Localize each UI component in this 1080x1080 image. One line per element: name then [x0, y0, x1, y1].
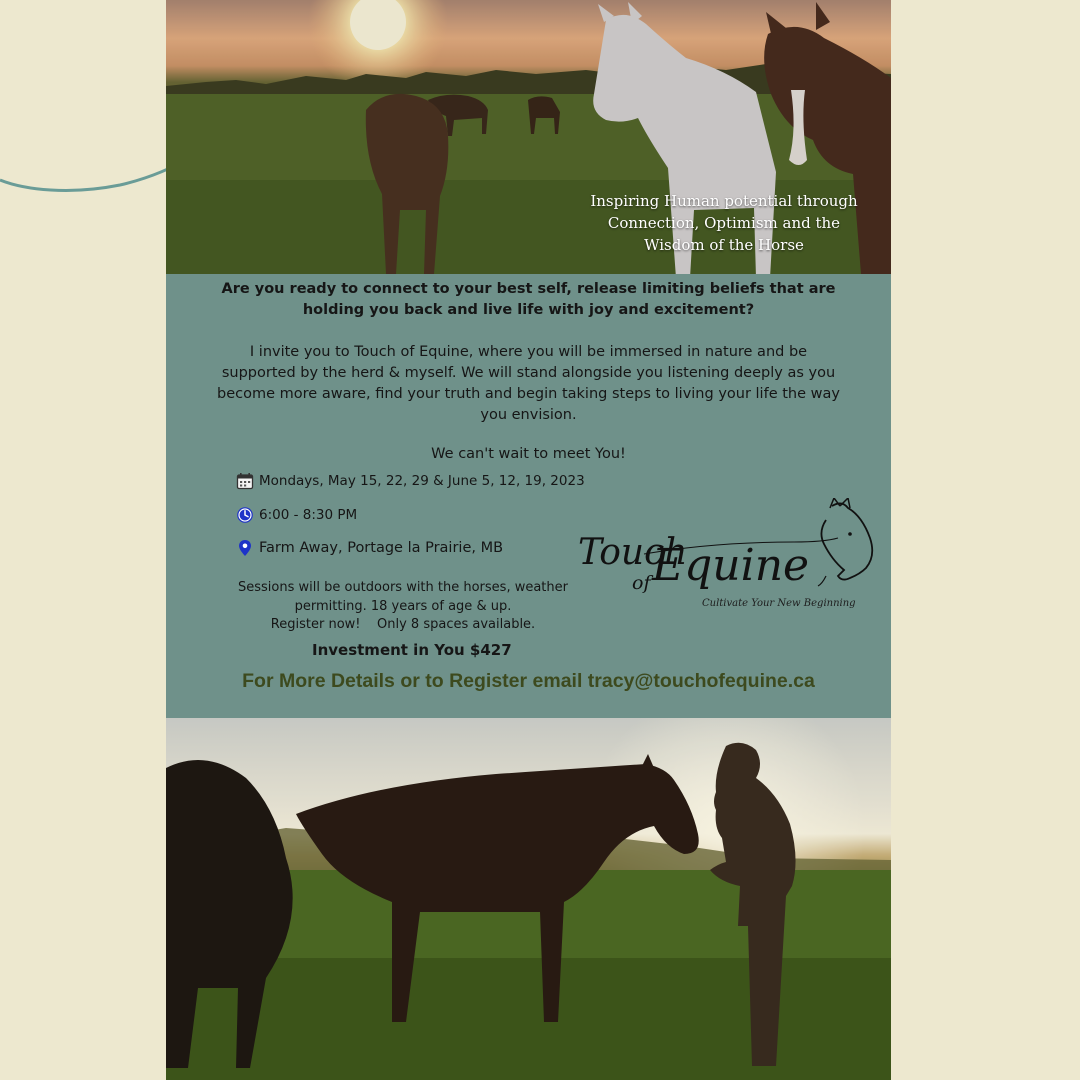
hero-tagline: Inspiring Human potential through Connection, Optimism and the Wisdom of the Horse — [590, 192, 858, 254]
session-location — [236, 539, 503, 557]
calendar-icon — [236, 472, 254, 490]
meet-text: We can't wait to meet You! — [431, 446, 626, 462]
session-time — [236, 506, 357, 524]
hero-photo — [166, 0, 891, 274]
sessions-conditions: Sessions will be outdoors with the horses, weather permitting. 18 years of age & up. — [238, 580, 568, 614]
flyer — [166, 0, 891, 1080]
map-pin-icon — [236, 539, 254, 557]
contact-line[interactable]: For More Details or to Register email tracy@touchofequine.ca — [242, 670, 815, 692]
touch-of-equine-logo — [574, 498, 874, 618]
investment-price: Investment in You $427 — [312, 641, 512, 659]
session-dates — [236, 472, 585, 490]
info-panel — [166, 274, 891, 718]
logo-touch: Touch — [578, 532, 688, 573]
session-location-text: Farm Away, Portage la Prairie, MB — [259, 540, 504, 556]
invitation-text: I invite you to Touch of Equine, where you will be immersed in nature and be supported by the herd & myself. We will stand alongside you listening deeply as you become more aware, find your truth and begin taking steps to living your life the way you envision. — [217, 344, 840, 423]
clock-icon — [236, 506, 254, 524]
logo-equine: Equine — [652, 540, 810, 591]
horses-with-person-illustration — [166, 718, 891, 1080]
session-time-text: 6:00 - 8:30 PM — [259, 507, 358, 523]
sessions-note — [228, 579, 578, 635]
session-dates-text: Mondays, May 15, 22, 29 & June 5, 12, 19, 2023 — [259, 473, 585, 489]
bottom-photo — [166, 718, 891, 1080]
sessions-availability: Register now! Only 8 spaces available. — [270, 617, 536, 632]
logo-of: of — [632, 572, 651, 594]
lead-question: Are you ready to connect to your best self, release limiting beliefs that are holding you back and live life with joy and excitement? — [221, 281, 836, 318]
logo-tagline: Cultivate Your New Beginning — [702, 598, 856, 609]
